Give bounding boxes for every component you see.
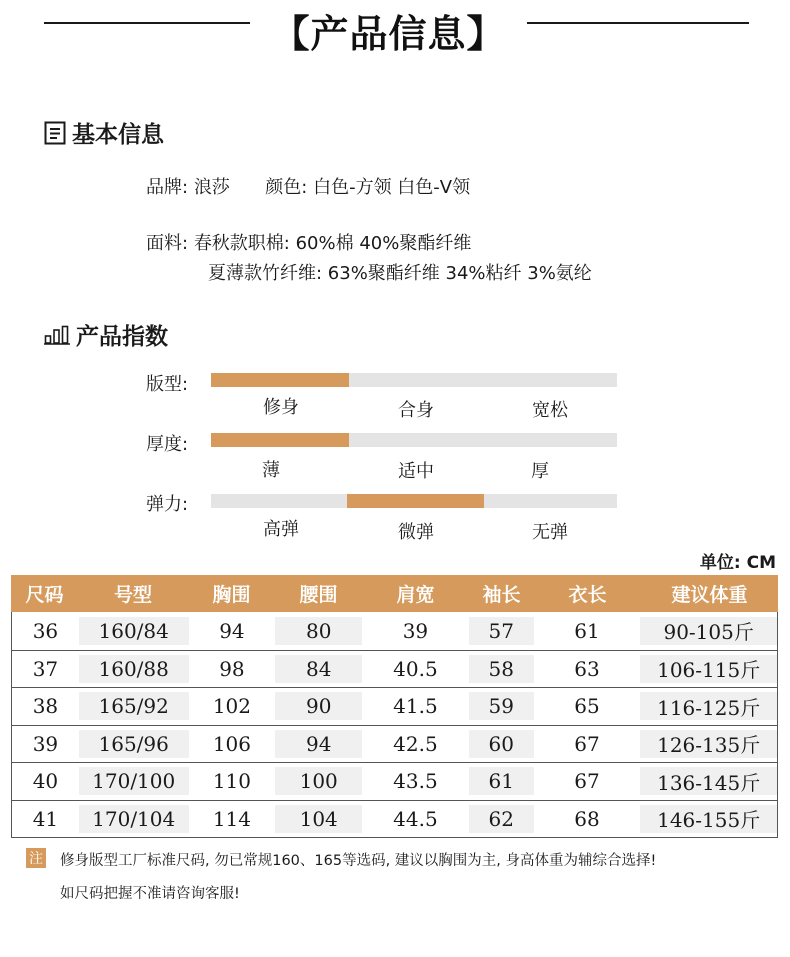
cell-size: 36 <box>32 618 59 643</box>
note-badge: 注 <box>26 848 46 868</box>
header-size: 尺码 <box>25 584 64 606</box>
cell-length: 67 <box>574 769 600 794</box>
cell-model: 160/84 <box>98 618 169 643</box>
cell-weight: 106-115斤 <box>657 658 761 683</box>
cell-size: 38 <box>32 694 59 719</box>
cell-shoulder: 41.5 <box>393 694 438 719</box>
cell-size: 39 <box>32 731 59 756</box>
thickness-segment-3 <box>485 433 617 447</box>
cell-waist: 94 <box>305 731 332 756</box>
elasticity-segment-2 <box>347 494 484 508</box>
size-table <box>11 575 778 838</box>
elasticity-option-medium: 微弹 <box>398 522 434 543</box>
cell-chest: 94 <box>219 618 245 643</box>
table-row <box>12 725 777 763</box>
fabric-line-2: 夏薄款竹纤维: 63%聚酯纤维 34%粘纤 3%氨纶 <box>208 263 592 284</box>
header-weight: 建议体重 <box>671 584 748 606</box>
table-row <box>12 612 777 650</box>
cell-weight: 136-145斤 <box>657 770 761 795</box>
cell-shoulder: 44.5 <box>393 806 438 831</box>
cell-length: 67 <box>574 731 600 756</box>
header-rule-right <box>527 22 749 24</box>
cell-weight: 146-155斤 <box>657 808 761 833</box>
fit-segment-3 <box>485 373 617 387</box>
cell-sleeve: 61 <box>488 769 514 794</box>
table-row <box>12 800 777 838</box>
elasticity-segment-1 <box>211 494 347 508</box>
elasticity-segment-3 <box>484 494 617 508</box>
fabric-row-1 <box>146 229 471 255</box>
thickness-bar <box>211 433 617 447</box>
note-line-1: 修身版型工厂标准尺码, 勿已常规160、165等选码, 建议以胸围为主, 身高体重为辅综合选择! <box>60 853 657 869</box>
cell-waist: 84 <box>305 656 332 681</box>
cell-shoulder: 39 <box>402 618 429 643</box>
cell-weight: 116-125斤 <box>657 695 761 720</box>
cell-shoulder: 40.5 <box>393 656 438 681</box>
cell-shoulder: 42.5 <box>393 731 438 756</box>
elasticity-option-none: 无弹 <box>532 522 568 543</box>
thickness-segment-1 <box>211 433 349 447</box>
table-row <box>12 650 777 688</box>
cell-weight: 90-105斤 <box>663 620 754 645</box>
table-row <box>12 762 777 800</box>
cell-sleeve: 58 <box>488 656 514 681</box>
product-index-heading <box>44 318 168 351</box>
header-shoulder: 肩宽 <box>396 584 435 606</box>
product-index-title: 产品指数 <box>76 324 168 350</box>
cell-length: 63 <box>574 656 600 681</box>
fit-option-regular: 合身 <box>398 400 434 421</box>
cell-sleeve: 60 <box>488 731 514 756</box>
cell-model: 170/104 <box>92 806 176 831</box>
thickness-option-thick: 厚 <box>531 461 549 482</box>
fit-label: 版型: <box>146 374 189 395</box>
cell-sleeve: 62 <box>488 806 514 831</box>
cell-sleeve: 59 <box>488 694 514 719</box>
cell-weight: 126-135斤 <box>657 733 761 758</box>
thickness-label: 厚度: <box>146 434 189 455</box>
cell-model: 170/100 <box>92 769 176 794</box>
cell-chest: 98 <box>219 656 245 681</box>
cell-chest: 102 <box>212 694 252 719</box>
brand-color-row <box>146 173 470 199</box>
cell-model: 165/96 <box>98 731 169 756</box>
brand-label: 品牌: <box>146 177 189 198</box>
basic-info-heading <box>44 116 164 149</box>
basic-info-title: 基本信息 <box>72 122 164 148</box>
cell-length: 61 <box>574 618 600 643</box>
cell-length: 68 <box>574 806 600 831</box>
cell-model: 160/88 <box>98 656 169 681</box>
cell-waist: 90 <box>305 694 332 719</box>
fit-segment-2 <box>349 373 485 387</box>
cell-sleeve: 57 <box>488 618 514 643</box>
header-sleeve: 袖长 <box>482 584 521 606</box>
cell-shoulder: 43.5 <box>393 769 438 794</box>
fit-segment-1 <box>211 373 349 387</box>
cell-chest: 106 <box>212 731 252 756</box>
cell-waist: 80 <box>305 618 332 643</box>
elasticity-option-high: 高弹 <box>263 519 299 540</box>
unit-label: 单位: CM <box>699 553 776 573</box>
table-header <box>11 575 778 612</box>
header-rule-left <box>44 22 250 24</box>
page-title: 【产品信息】 <box>271 12 506 56</box>
document-icon <box>44 121 66 145</box>
cell-size: 41 <box>32 806 59 831</box>
cell-length: 65 <box>574 694 600 719</box>
thickness-option-thin: 薄 <box>262 460 280 481</box>
thickness-option-medium: 适中 <box>398 461 434 482</box>
fabric-line-1: 春秋款职棉: 60%棉 40%聚酯纤维 <box>193 233 472 254</box>
color-label: 颜色: <box>265 177 308 198</box>
cell-chest: 110 <box>212 769 252 794</box>
note-line-2: 如尺码把握不准请咨询客服! <box>60 886 240 902</box>
bar-chart-icon <box>44 325 70 345</box>
brand-value: 浪莎 <box>193 177 230 198</box>
thickness-segment-2 <box>349 433 485 447</box>
elasticity-bar <box>211 494 617 508</box>
table-body <box>11 612 778 838</box>
fit-bar <box>211 373 617 387</box>
cell-chest: 114 <box>212 806 252 831</box>
elasticity-label: 弹力: <box>146 494 189 515</box>
cell-size: 37 <box>32 656 59 681</box>
header-chest: 胸围 <box>212 584 251 606</box>
fit-option-slim: 修身 <box>263 397 299 418</box>
table-row <box>12 687 777 725</box>
cell-waist: 104 <box>299 806 338 831</box>
cell-model: 165/92 <box>98 694 169 719</box>
header-length: 衣长 <box>568 584 607 606</box>
cell-size: 40 <box>32 769 59 794</box>
header-waist: 腰围 <box>299 584 338 606</box>
fabric-label: 面料: <box>146 233 189 254</box>
fit-option-loose: 宽松 <box>532 400 568 421</box>
cell-waist: 100 <box>299 769 338 794</box>
header-model: 号型 <box>113 584 152 606</box>
color-value: 白色-方领 白色-V领 <box>313 177 471 198</box>
